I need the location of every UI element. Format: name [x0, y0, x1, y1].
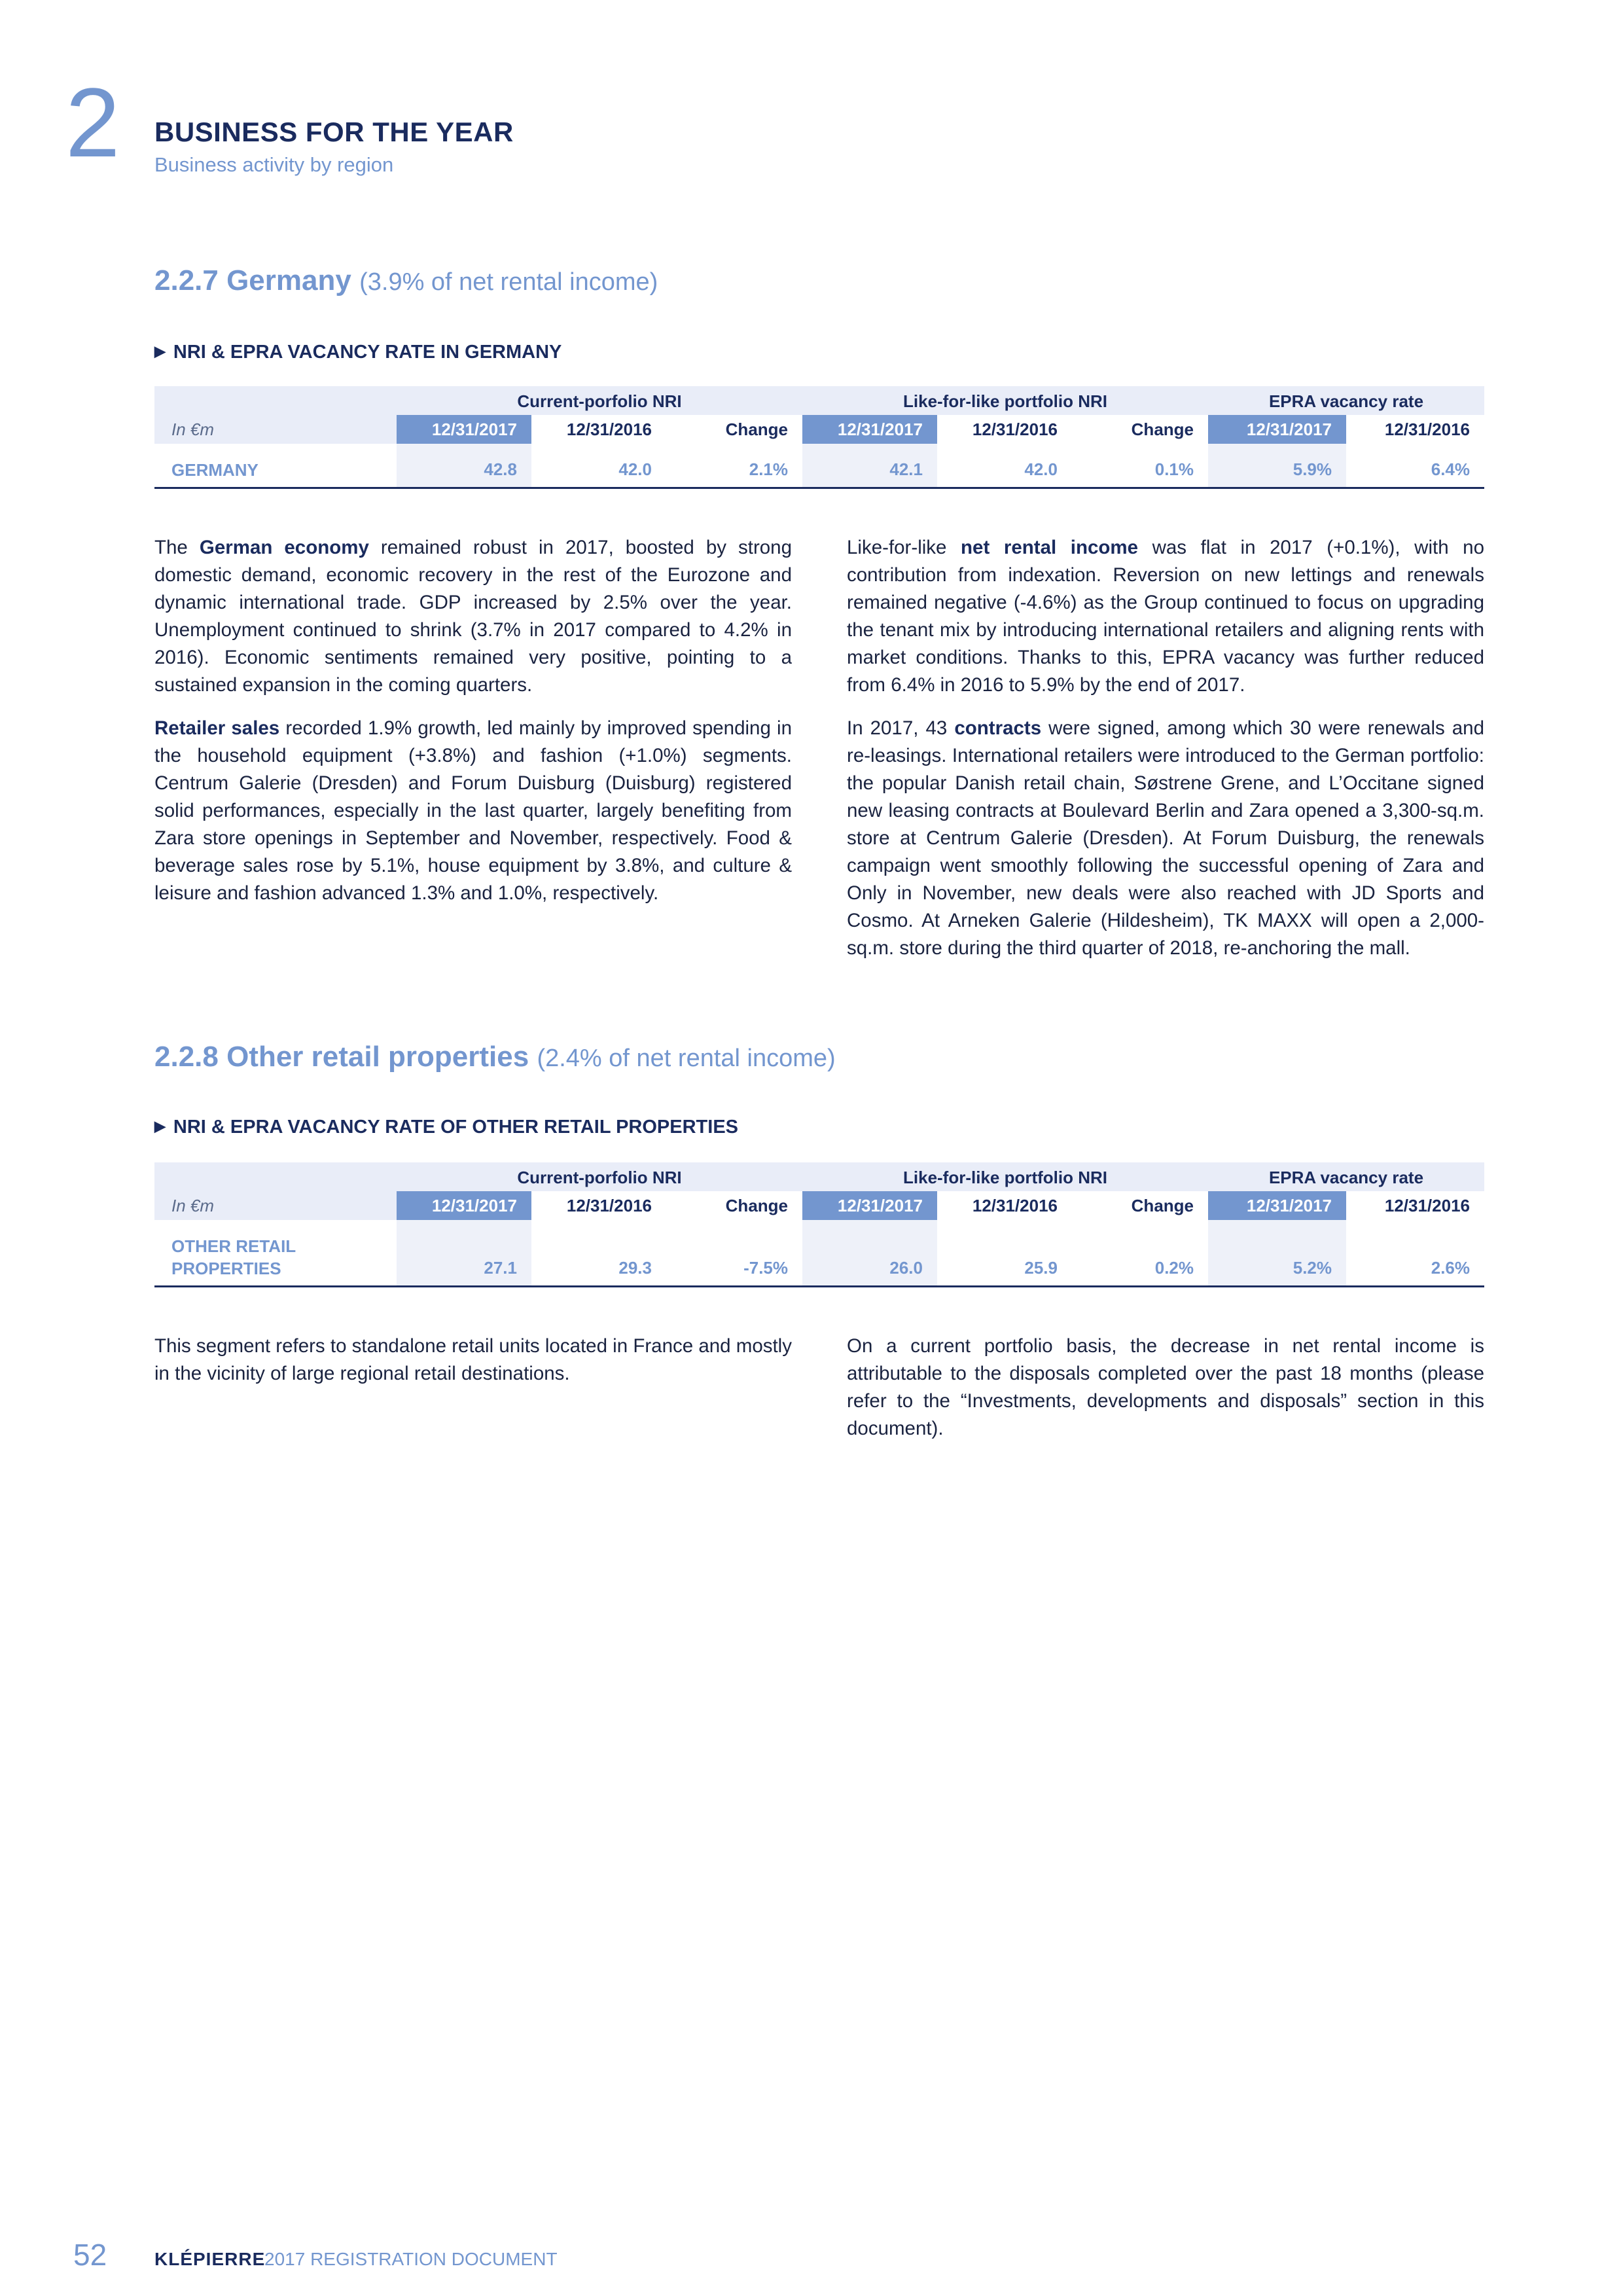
bold-text: contracts — [954, 717, 1042, 739]
group-like-for-like: Like-for-like portfolio NRI — [903, 391, 1107, 411]
paragraph — [847, 534, 1484, 699]
unit-label: In €m — [171, 1196, 215, 1215]
unit-label: In €m — [171, 420, 215, 439]
germany-table — [154, 386, 1484, 489]
table-group-header — [154, 386, 1484, 415]
group-current-portfolio: Current-porfolio NRI — [517, 391, 682, 411]
row-label: OTHER RETAIL — [171, 1236, 296, 1256]
paragraph — [847, 715, 1484, 962]
text: were signed, among which 30 were renewals and re-leasings. International retailers were introduced to the German portfolio: the popular Danish retail chain, Søstrene Grene, and L’Occitane signed new leasing contracts at Boulevard Berlin and Zara opened a 3,300-sq.m. store at Centrum Galerie (Dresden). At Forum Duisburg, the renewals campaign went smoothly following the successful opening of Zara and Only in November, new deals were also reached with JD Sports and Cosmo. At Arneken Galerie (Hildesheim), TK MAXX will open a 2,000-sq.m. store during the third quarter of 2018, re-anchoring the mall. — [847, 717, 1484, 959]
section-title-other-retail — [154, 1041, 836, 1073]
text: was flat in 2017 (+0.1%), with no contribution from indexation. Reversion on new lettings and renewals remained negative (-4.6%) as the Group continued to focus on upgrading the tenant mix by introducing international retailers and aligning rents with market conditions. Thanks to this, EPRA vacancy was further reduced from 6.4% in 2016 to 5.9% by the end of 2017. — [847, 537, 1484, 696]
paragraph — [154, 715, 792, 907]
row-label: PROPERTIES — [171, 1259, 281, 1278]
table-column-header — [154, 415, 1484, 444]
table-cell: 29.3 — [618, 1258, 652, 1278]
text: In 2017, 43 — [847, 717, 955, 739]
table-caption-text: NRI & EPRA VACANCY RATE OF OTHER RETAIL PROPERTIES — [173, 1117, 739, 1138]
text: recorded 1.9% growth, led mainly by improved spending in the household equipment (+3.8%) and fashion (+1.0%) segments. Centrum Galerie (Dresden) and Forum Duisburg (Duisburg) registered solid performances, especially in the last quarter, largely benefiting from Zara store openings in September and November, respectively. Food & beverage sales rose by 5.1%, house equipment by 3.8%, and culture & leisure and fashion advanced 1.3% and 1.0%, respectively. — [154, 717, 792, 904]
table-caption-text: NRI & EPRA VACANCY RATE IN GERMANY — [173, 342, 562, 363]
other-retail-left-column — [154, 1333, 792, 1403]
bold-text: net rental income — [961, 537, 1139, 558]
col-header: 12/31/2017 — [802, 415, 937, 444]
col-header: Change — [1072, 415, 1208, 444]
table-caption-other-retail — [154, 1117, 738, 1138]
bold-text: Retailer sales — [154, 717, 280, 739]
text: The — [154, 537, 200, 558]
table-cell: 6.4% — [1431, 459, 1470, 479]
table-caption-germany — [154, 342, 562, 363]
chapter-number: 2 — [65, 67, 120, 177]
table-cell: 5.2% — [1208, 1220, 1346, 1285]
col-header: 12/31/2016 — [1346, 1191, 1484, 1220]
table-cell: 0.1% — [1154, 459, 1194, 479]
table-row — [154, 444, 1484, 489]
table-cell: 26.0 — [802, 1220, 937, 1285]
section-title-paren: (2.4% of net rental income) — [537, 1045, 836, 1072]
other-retail-right-column — [847, 1333, 1484, 1458]
col-header: 12/31/2016 — [531, 1191, 666, 1220]
footer-doc-title: 2017 REGISTRATION DOCUMENT — [264, 2249, 558, 2269]
group-epra-vacancy: EPRA vacancy rate — [1268, 1168, 1424, 1187]
table-row — [154, 1220, 1484, 1287]
text: remained robust in 2017, boosted by strong domestic demand, economic recovery in the rest of the Eurozone and dynamic international trade. GDP increased by 2.5% over the year. Unemployment continued to shrink (3.7% in 2017 compared to 4.2% in 2016). Economic sentiments remained very positive, pointing to a sustained expansion in the coming quarters. — [154, 537, 792, 696]
table-cell: 0.2% — [1154, 1258, 1194, 1278]
table-cell: 42.0 — [1024, 459, 1058, 479]
triangle-right-icon: ▶ — [154, 343, 166, 359]
text: Like-for-like — [847, 537, 961, 558]
col-header: 12/31/2017 — [397, 415, 531, 444]
col-header: 12/31/2017 — [1208, 1191, 1346, 1220]
col-header: 12/31/2017 — [802, 1191, 937, 1220]
table-cell: 42.8 — [397, 444, 531, 487]
col-header: Change — [666, 415, 802, 444]
group-epra-vacancy: EPRA vacancy rate — [1268, 391, 1424, 411]
paragraph: This segment refers to standalone retail units located in France and mostly in the vicinity of large regional retail destinations. — [154, 1335, 792, 1384]
col-header: 12/31/2016 — [937, 415, 1072, 444]
row-label: GERMANY — [171, 460, 259, 480]
table-column-header — [154, 1191, 1484, 1220]
col-header: 12/31/2016 — [531, 415, 666, 444]
section-title-text: 2.2.7 Germany — [154, 264, 351, 296]
table-cell: -7.5% — [743, 1258, 788, 1278]
group-current-portfolio: Current-porfolio NRI — [517, 1168, 682, 1187]
footer-brand: KLÉPIERRE — [154, 2249, 266, 2269]
page-number: 52 — [73, 2238, 107, 2272]
chapter-subtitle: Business activity by region — [154, 153, 394, 176]
paragraph — [154, 534, 792, 699]
germany-right-column — [847, 534, 1484, 978]
triangle-right-icon: ▶ — [154, 1118, 166, 1134]
section-title-paren: (3.9% of net rental income) — [359, 268, 658, 296]
bold-text: German economy — [199, 537, 369, 558]
other-retail-table — [154, 1162, 1484, 1287]
paragraph: On a current portfolio basis, the decrease in net rental income is attributable to the disposals completed over the past 18 months (please refer to the “Investments, developments and disposals” section in this document). — [847, 1335, 1484, 1439]
col-header: 12/31/2016 — [937, 1191, 1072, 1220]
group-like-for-like: Like-for-like portfolio NRI — [903, 1168, 1107, 1187]
col-header: Change — [1072, 1191, 1208, 1220]
col-header: 12/31/2017 — [397, 1191, 531, 1220]
table-cell: 27.1 — [397, 1220, 531, 1285]
table-cell: 2.6% — [1431, 1258, 1470, 1278]
section-title-germany — [154, 264, 658, 297]
table-cell: 2.1% — [749, 459, 788, 479]
table-group-header — [154, 1162, 1484, 1191]
table-cell: 42.0 — [618, 459, 652, 479]
col-header: 12/31/2017 — [1208, 415, 1346, 444]
section-title-text: 2.2.8 Other retail properties — [154, 1041, 529, 1073]
table-cell: 42.1 — [802, 444, 937, 487]
col-header: Change — [666, 1191, 802, 1220]
table-cell: 25.9 — [1024, 1258, 1058, 1278]
chapter-title: BUSINESS FOR THE YEAR — [154, 117, 514, 147]
col-header: 12/31/2016 — [1346, 415, 1484, 444]
table-cell: 5.9% — [1208, 444, 1346, 487]
germany-left-column — [154, 534, 792, 923]
